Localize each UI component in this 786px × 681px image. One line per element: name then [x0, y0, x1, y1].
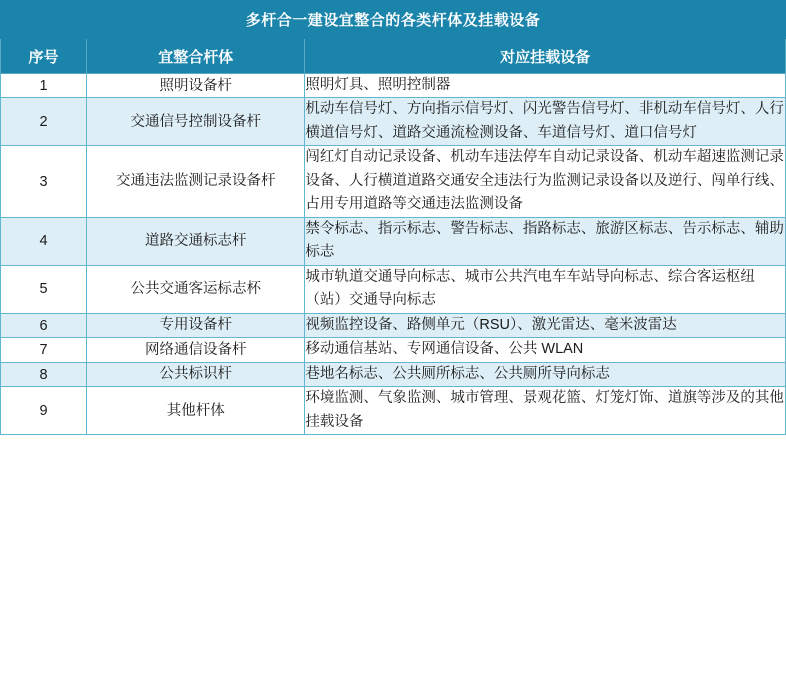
column-header-pole: 宜整合杆体: [87, 39, 305, 74]
table-row: [1, 387, 786, 435]
table-row: [1, 265, 786, 313]
row-devices: 城市轨道交通导向标志、城市公共汽电车车站导向标志、综合客运枢纽（站）交通导向标志: [305, 265, 786, 313]
row-number: 8: [1, 362, 87, 386]
row-devices: 环境监测、气象监测、城市管理、景观花篮、灯笼灯饰、道旗等涉及的其他挂载设备: [305, 387, 786, 435]
column-header-no: 序号: [1, 39, 87, 74]
row-devices: 机动车信号灯、方向指示信号灯、闪光警告信号灯、非机动车信号灯、人行横道信号灯、道路交通流检测设备、车道信号灯、道口信号灯: [305, 98, 786, 146]
table-header-row: [1, 39, 786, 74]
row-number: 3: [1, 146, 87, 217]
row-pole-type: 交通信号控制设备杆: [87, 98, 305, 146]
row-number: 4: [1, 217, 87, 265]
row-pole-type: 交通违法监测记录设备杆: [87, 146, 305, 217]
table-row: [1, 338, 786, 362]
table-title-row: [1, 1, 786, 39]
row-number: 1: [1, 74, 87, 98]
table-row: [1, 362, 786, 386]
row-devices: 移动通信基站、专网通信设备、公共 WLAN: [305, 338, 786, 362]
table-row: [1, 146, 786, 217]
row-pole-type: 照明设备杆: [87, 74, 305, 98]
row-number: 2: [1, 98, 87, 146]
row-devices: 禁令标志、指示标志、警告标志、指路标志、旅游区标志、告示标志、辅助标志: [305, 217, 786, 265]
table-row: [1, 74, 786, 98]
column-header-devices: 对应挂载设备: [305, 39, 786, 74]
row-pole-type: 网络通信设备杆: [87, 338, 305, 362]
row-number: 9: [1, 387, 87, 435]
row-pole-type: 其他杆体: [87, 387, 305, 435]
table-row: [1, 98, 786, 146]
row-pole-type: 公共标识杆: [87, 362, 305, 386]
row-number: 6: [1, 313, 87, 337]
row-number: 7: [1, 338, 87, 362]
table-row: [1, 313, 786, 337]
row-devices: 照明灯具、照明控制器: [305, 74, 786, 98]
row-devices: 视频监控设备、路侧单元（RSU）、激光雷达、毫米波雷达: [305, 313, 786, 337]
table-row: [1, 217, 786, 265]
row-pole-type: 道路交通标志杆: [87, 217, 305, 265]
row-devices: 巷地名标志、公共厕所标志、公共厕所导向标志: [305, 362, 786, 386]
table-title: 多杆合一建设宜整合的各类杆体及挂载设备: [1, 1, 786, 39]
row-pole-type: 专用设备杆: [87, 313, 305, 337]
row-devices: 闯红灯自动记录设备、机动车违法停车自动记录设备、机动车超速监测记录设备、人行横道道路交通安全违法行为监测记录设备以及逆行、闯单行线、占用专用道路等交通违法监测设备: [305, 146, 786, 217]
row-pole-type: 公共交通客运标志杯: [87, 265, 305, 313]
table-body: [1, 74, 786, 435]
row-number: 5: [1, 265, 87, 313]
